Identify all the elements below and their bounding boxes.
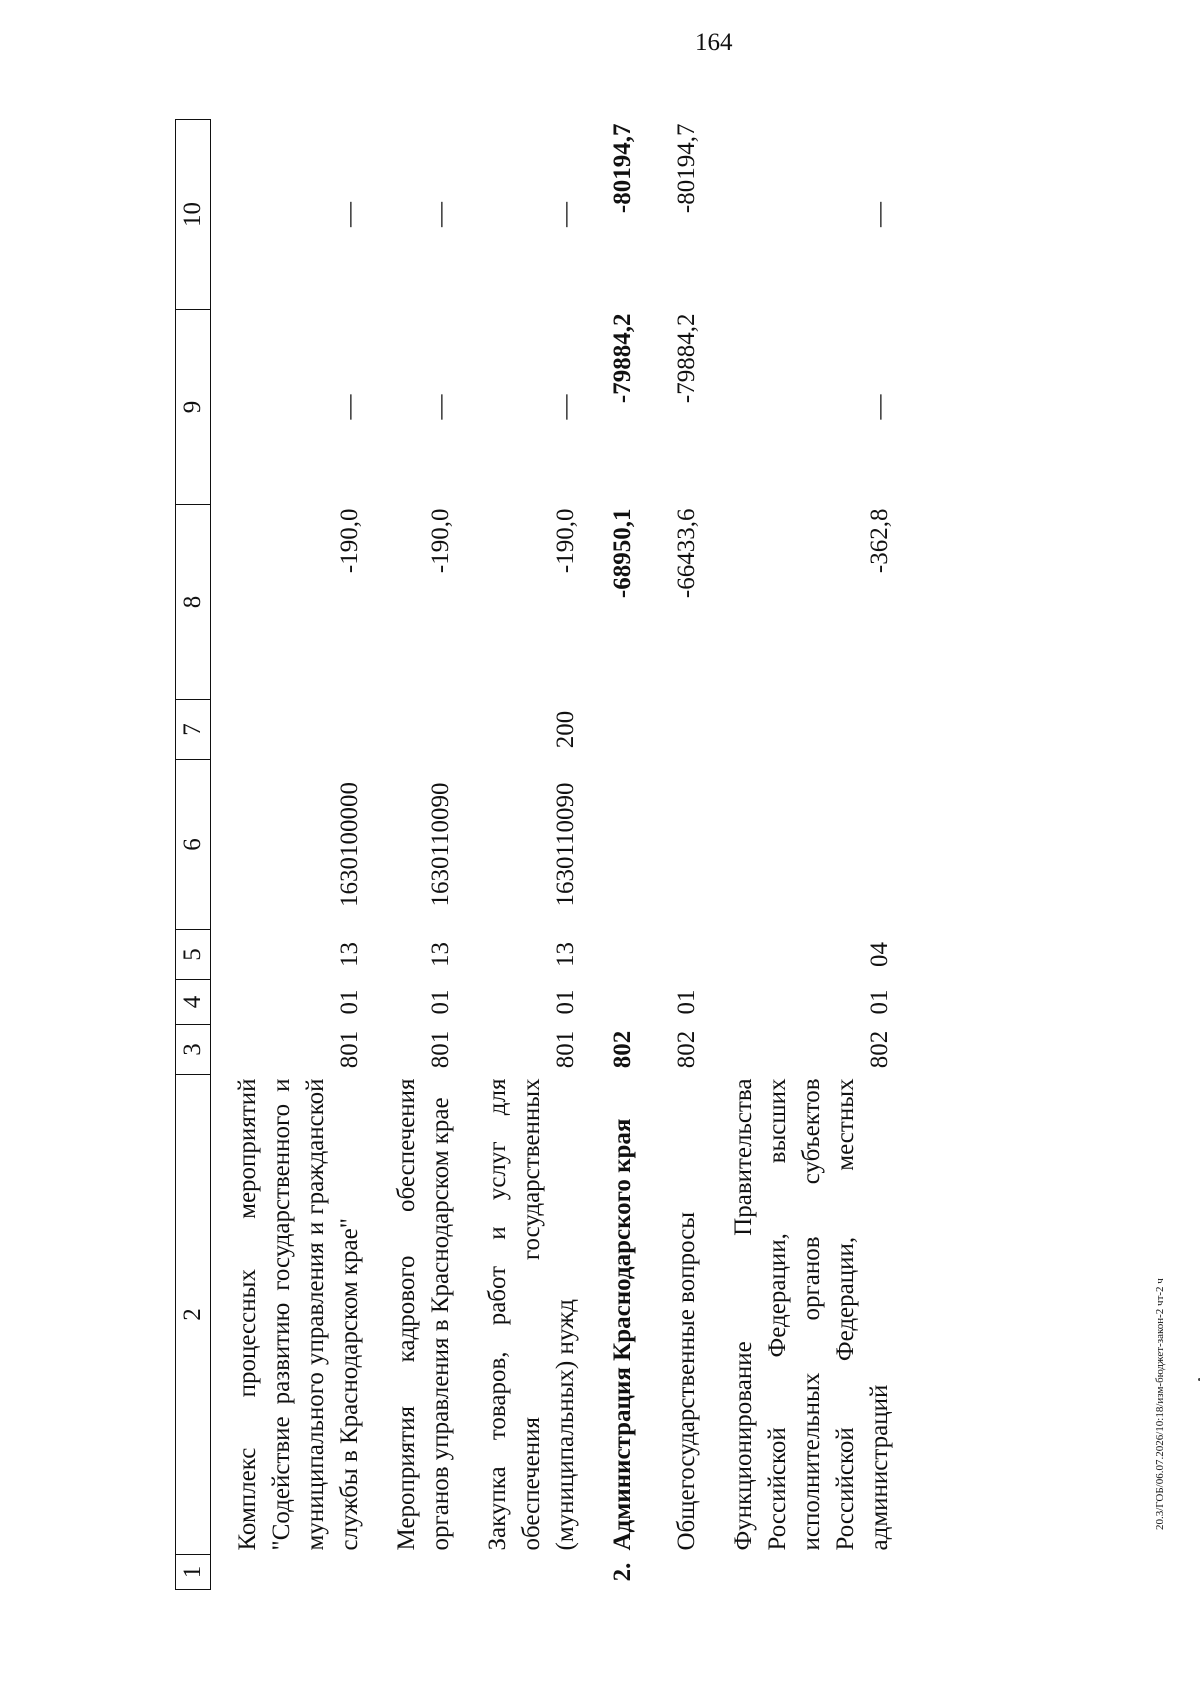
- cell-c5: 13: [427, 942, 454, 967]
- cell-c6: 1630100000: [336, 782, 363, 907]
- cell-c6: 1630110090: [427, 782, 454, 907]
- cell-c5: [583, 930, 640, 980]
- column-header: 3: [176, 1025, 211, 1075]
- cell-c5: 13: [336, 942, 363, 967]
- row-name: Комплекс процессных мероприятий "Содействие развитию государственного и муниципального управления и гражданской службы в Краснодарском крае": [234, 1078, 363, 1551]
- page-number: 164: [695, 29, 733, 56]
- row-name: Функционирование Правительства Российской Федерации, высших исполнительных органов субъектов Российской Федерации, местных администраций: [730, 1078, 893, 1551]
- cell-c10: -80194,7: [609, 123, 636, 214]
- cell-c9: —: [552, 394, 579, 420]
- cell-c3: 802: [609, 1030, 636, 1069]
- table-row: [211, 120, 368, 1590]
- cell-c9: —: [866, 394, 893, 420]
- cell-c6: [583, 760, 640, 930]
- budget-table: [175, 119, 897, 1590]
- rotated-table-frame: [175, 120, 1182, 1590]
- cell-c7: [211, 700, 368, 760]
- column-header: 6: [176, 760, 211, 930]
- cell-c9: —: [336, 394, 363, 420]
- column-header: 1: [176, 1555, 211, 1590]
- column-header: 10: [176, 120, 211, 310]
- column-header: 5: [176, 930, 211, 980]
- cell-c6: [640, 760, 704, 930]
- cell-c9: -79884,2: [673, 313, 700, 404]
- cell-c6: 1630110090: [552, 782, 579, 907]
- cell-c7: [583, 700, 640, 760]
- column-header-row: [176, 120, 211, 1590]
- row-number: [640, 1555, 704, 1590]
- cell-c10: —: [866, 202, 893, 227]
- row-name: Мероприятия кадрового обеспечения органов управления в Краснодарском крае: [393, 1078, 454, 1551]
- cell-c7: 200: [552, 710, 579, 749]
- cell-c7: [704, 700, 897, 760]
- column-header: 4: [176, 980, 211, 1025]
- table-row: [704, 120, 897, 1590]
- row-number: 2.: [609, 1562, 636, 1582]
- cell-c8: -190,0: [427, 508, 454, 574]
- cell-c4: 01: [673, 989, 700, 1015]
- row-number: [211, 1555, 368, 1590]
- cell-c10: —: [552, 202, 579, 227]
- cell-c3: 802: [673, 1030, 700, 1069]
- row-number: [458, 1555, 583, 1590]
- row-name: Закупка товаров, работ и услуг для обеспечения государственных (муниципальных) нужд: [484, 1078, 579, 1551]
- cell-c8: -190,0: [336, 508, 363, 574]
- cell-c9: -79884,2: [609, 313, 636, 404]
- cell-c10: —: [336, 202, 363, 227]
- footer-document-code: 20.3/ГОБ/06.07.2026/10:18/изм-бюджет-закон-2 чт-2 ч: [1154, 1278, 1166, 1530]
- cell-c4: 01: [552, 989, 579, 1015]
- cell-c5: [640, 930, 704, 980]
- cell-c4: 01: [866, 989, 893, 1015]
- cell-c6: [704, 760, 897, 930]
- row-name: Администрация Краснодарского края: [609, 1118, 636, 1551]
- cell-c8: -362,8: [866, 508, 893, 574]
- cell-c3: 802: [866, 1030, 893, 1069]
- cell-c10: -80194,7: [673, 123, 700, 214]
- table-row: [367, 120, 458, 1590]
- cell-c5: 13: [552, 942, 579, 967]
- cell-c4: 01: [427, 989, 454, 1015]
- cell-c8: -66433,6: [673, 508, 700, 599]
- column-header: 9: [176, 310, 211, 505]
- table-row: [640, 120, 704, 1590]
- column-header: 8: [176, 505, 211, 700]
- table-row: [583, 120, 640, 1590]
- column-header: 7: [176, 700, 211, 760]
- cell-c7: [367, 700, 458, 760]
- row-number: [367, 1555, 458, 1590]
- cell-c3: 801: [336, 1030, 363, 1069]
- cell-c3: 801: [552, 1030, 579, 1069]
- cell-c10: —: [427, 202, 454, 227]
- column-header: 2: [176, 1075, 211, 1555]
- cell-c5: 04: [866, 942, 893, 967]
- cell-c8: -68950,1: [609, 508, 636, 599]
- cell-c7: [640, 700, 704, 760]
- cell-c8: -190,0: [552, 508, 579, 574]
- row-number: [704, 1555, 897, 1590]
- cell-c3: 801: [427, 1030, 454, 1069]
- cell-c4: [583, 980, 640, 1025]
- cell-c4: 01: [336, 989, 363, 1015]
- row-name: Общегосударственные вопросы: [673, 1211, 700, 1551]
- cell-c9: —: [427, 394, 454, 420]
- table-row: [458, 120, 583, 1590]
